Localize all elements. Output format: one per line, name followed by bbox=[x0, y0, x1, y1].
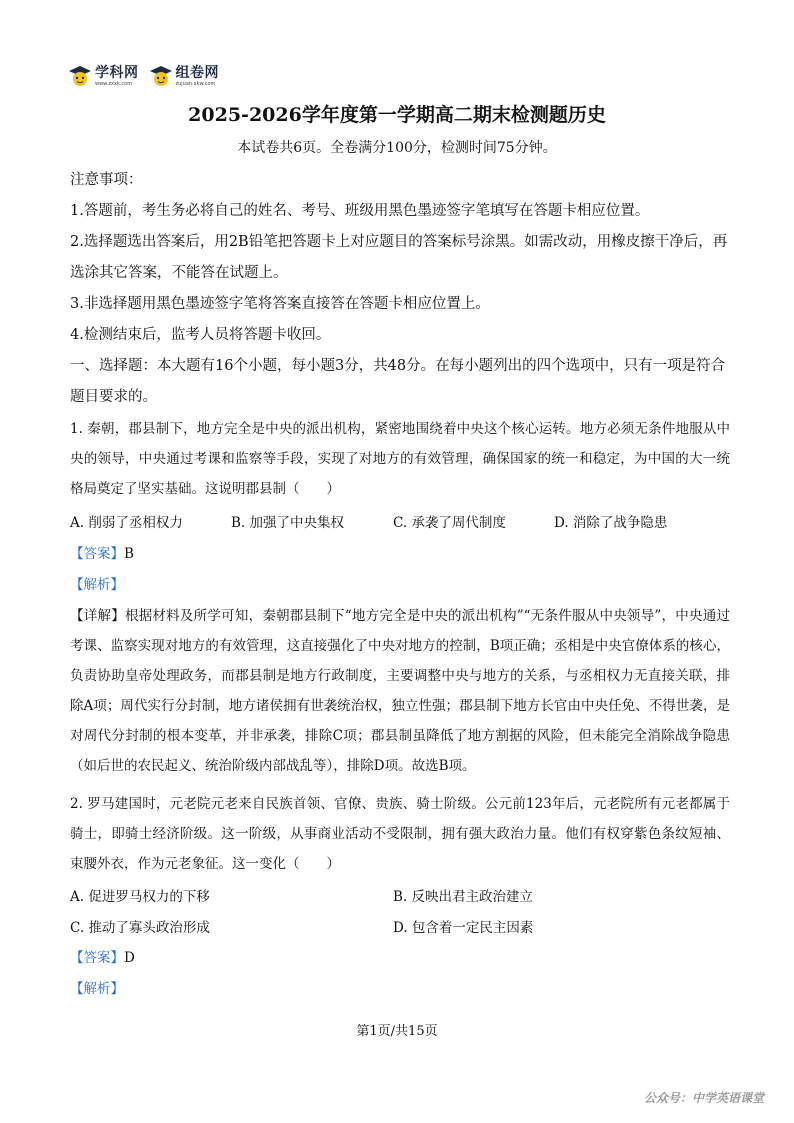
option-b: B. 加强了中央集权 bbox=[231, 515, 345, 531]
option-b: B. 反映出君主政治建立 bbox=[393, 889, 534, 905]
answer-value: D bbox=[124, 950, 135, 966]
detail-paragraph bbox=[70, 601, 730, 781]
notes-heading: 注意事项： bbox=[70, 172, 143, 188]
note-item: 2.选择题选出答案后，用2B铅笔把答题卡上对应题目的答案标号涂黑。如需改动，用橡皮擦干净后，再选涂其它答案，不能答在试题上。 bbox=[70, 234, 728, 281]
graduate-face-icon bbox=[149, 65, 173, 87]
analysis-line bbox=[70, 573, 124, 593]
question-1-options bbox=[70, 511, 730, 531]
logo2-text: 组卷网 bbox=[175, 64, 219, 81]
answer-line bbox=[70, 946, 135, 966]
answer-line bbox=[70, 542, 134, 562]
logo2-url: zujuan.xkw.com bbox=[175, 80, 216, 87]
detail-tag: 【详解】 bbox=[70, 608, 125, 624]
answer-tag: 【答案】 bbox=[70, 546, 124, 562]
logo-bar bbox=[68, 62, 219, 90]
watermark: 公众号：中学英语课堂 bbox=[643, 1091, 764, 1105]
page-number: 第1页/共15页 bbox=[356, 1024, 438, 1039]
option-d: D. 包含着一定民主因素 bbox=[393, 920, 534, 936]
logo1-url: www.zxxk.com bbox=[95, 80, 133, 87]
question-1-stem: 1. 秦朝，郡县制下，地方完全是中央的派出机构，紧密地围绕着中央这个核心运转。地方必须无条件地服从中央的领导，中央通过考课和监察等手段，实现了对地方的有效管理，确保国家的统一和稳定，为中国的大一统格局奠定了坚实基础。这说明郡县制（ ） bbox=[70, 421, 730, 497]
option-c: C. 承袭了周代制度 bbox=[393, 515, 506, 531]
question-2-stem: 2. 罗马建国时，元老院元老来自民族首领、官僚、贵族、骑士阶级。公元前123年后，元老院所有元老都属于骑士，即骑士经济阶级。这一阶级，从事商业活动不受限制，拥有强大政治力量。他们有权穿紫色条纹短袖、束腰外衣，作为元老象征。这一变化（ ） bbox=[70, 796, 730, 872]
option-d: D. 消除了战争隐患 bbox=[554, 515, 668, 531]
page-title: 2025-2026学年度第一学期高二期末检测题历史 bbox=[188, 104, 606, 126]
zujuan-logo bbox=[149, 65, 220, 87]
option-c: C. 推动了寡头政治形成 bbox=[70, 920, 210, 936]
analysis-tag: 【解析】 bbox=[70, 981, 124, 997]
option-a: A. 促进罗马权力的下移 bbox=[70, 889, 210, 905]
note-item: 1.答题前，考生务必将自己的姓名、考号、班级用黑色墨迹签字笔填写在答题卡相应位置。 bbox=[70, 203, 650, 219]
analysis-line bbox=[70, 977, 124, 997]
analysis-tag: 【解析】 bbox=[70, 577, 124, 593]
zxxk-logo bbox=[68, 65, 139, 87]
logo1-text: 学科网 bbox=[95, 64, 139, 81]
option-a: A. 削弱了丞相权力 bbox=[70, 515, 183, 531]
exam-info: 本试卷共6页。全卷满分100分，检测时间75分钟。 bbox=[237, 140, 557, 156]
note-item: 4.检测结束后，监考人员将答题卡收回。 bbox=[70, 327, 331, 343]
answer-value: B bbox=[124, 546, 134, 562]
detail-text: 根据材料及所学可知，秦朝郡县制下“地方完全是中央的派出机构”“无条件服从中央领导”，中央通过考课、监察实现对地方的有效管理，这直接强化了中央对地方的控制，B项正确；丞相是中央官僚体系的核心，负责协助皇帝处理政务，而郡县制是地方行政制度，主要调整中央与地方的关系，与丞相权力无直接关联，排除A项；周代实行分封制，地方诸侯拥有世袭统治权，独立性强；郡县制下地方长官由中央任免、不得世袭，是对周代分封制的根本变革，并非承袭，排除C项；郡县制虽降低了地方割据的风险，但未能完全消除战争隐患（如后世的农民起义、统治阶级内部战乱等），排除D项。故选B项。 bbox=[70, 608, 730, 774]
note-item: 3.非选择题用黑色墨迹签字笔将答案直接答在答题卡相应位置上。 bbox=[70, 296, 490, 312]
answer-tag: 【答案】 bbox=[70, 950, 124, 966]
section-heading: 一、选择题：本大题有16个小题，每小题3分，共48分。在每小题列出的四个选项中，只有一项是符合题目要求的。 bbox=[70, 358, 726, 405]
graduate-face-icon bbox=[68, 65, 92, 87]
